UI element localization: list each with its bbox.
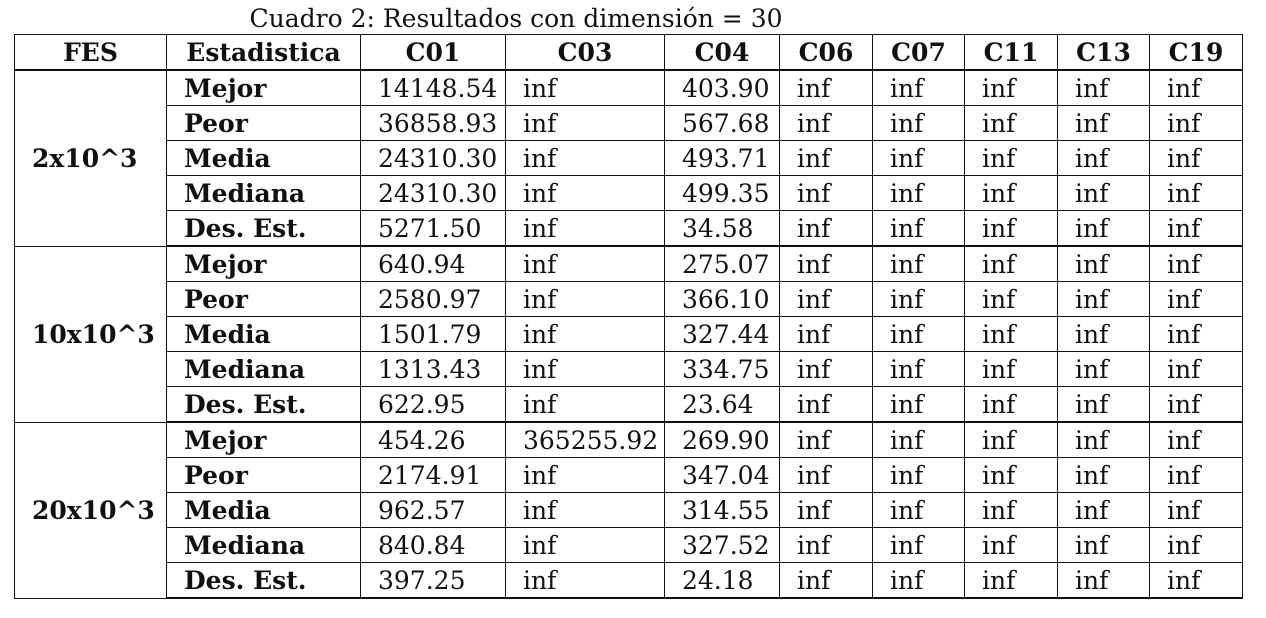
value-cell-c03: inf — [506, 528, 665, 563]
statistic-label: Mejor — [167, 246, 361, 282]
value-cell-c11: inf — [965, 106, 1058, 141]
value-cell-c03: inf — [506, 246, 665, 282]
value-cell-c13: inf — [1058, 387, 1150, 423]
value-cell-c11: inf — [965, 528, 1058, 563]
header-c13: C13 — [1058, 35, 1150, 71]
value-cell-c04: 493.71 — [665, 141, 780, 176]
header-fes: FES — [15, 35, 167, 71]
value-cell-c11: inf — [965, 493, 1058, 528]
value-cell-c13: inf — [1058, 106, 1150, 141]
value-cell-c19: inf — [1150, 282, 1243, 317]
statistic-label: Peor — [167, 282, 361, 317]
table-row — [15, 141, 1243, 176]
value-cell-c03: inf — [506, 211, 665, 247]
statistic-label: Des. Est. — [167, 563, 361, 599]
value-cell-c04: 334.75 — [665, 352, 780, 387]
value-cell-c19: inf — [1150, 422, 1243, 458]
value-cell-c07: inf — [873, 422, 965, 458]
value-cell-c01: 2580.97 — [361, 282, 506, 317]
fes-group-label: 2x10^3 — [15, 70, 167, 246]
value-cell-c04: 275.07 — [665, 246, 780, 282]
value-cell-c06: inf — [780, 282, 873, 317]
table-row — [15, 458, 1243, 493]
statistic-label: Peor — [167, 106, 361, 141]
value-cell-c06: inf — [780, 493, 873, 528]
table-caption: Cuadro 2: Resultados con dimensión = 30 — [249, 4, 783, 33]
value-cell-c19: inf — [1150, 141, 1243, 176]
table-row — [15, 528, 1243, 563]
table-row — [15, 387, 1243, 423]
value-cell-c01: 840.84 — [361, 528, 506, 563]
value-cell-c04: 366.10 — [665, 282, 780, 317]
value-cell-c11: inf — [965, 141, 1058, 176]
value-cell-c11: inf — [965, 563, 1058, 599]
header-estadistica: Estadistica — [167, 35, 361, 71]
header-c19: C19 — [1150, 35, 1243, 71]
value-cell-c13: inf — [1058, 246, 1150, 282]
value-cell-c04: 567.68 — [665, 106, 780, 141]
value-cell-c03: inf — [506, 458, 665, 493]
value-cell-c19: inf — [1150, 493, 1243, 528]
value-cell-c03: inf — [506, 563, 665, 599]
statistic-label: Media — [167, 493, 361, 528]
value-cell-c03: inf — [506, 493, 665, 528]
value-cell-c19: inf — [1150, 211, 1243, 247]
value-cell-c07: inf — [873, 176, 965, 211]
value-cell-c19: inf — [1150, 387, 1243, 423]
value-cell-c03: inf — [506, 141, 665, 176]
value-cell-c11: inf — [965, 458, 1058, 493]
value-cell-c01: 24310.30 — [361, 176, 506, 211]
value-cell-c13: inf — [1058, 528, 1150, 563]
value-cell-c11: inf — [965, 211, 1058, 247]
table-row — [15, 282, 1243, 317]
value-cell-c06: inf — [780, 317, 873, 352]
value-cell-c06: inf — [780, 528, 873, 563]
value-cell-c03: inf — [506, 176, 665, 211]
table-row — [15, 317, 1243, 352]
table-row — [15, 176, 1243, 211]
value-cell-c11: inf — [965, 422, 1058, 458]
value-cell-c01: 1501.79 — [361, 317, 506, 352]
statistic-label: Des. Est. — [167, 387, 361, 423]
value-cell-c19: inf — [1150, 528, 1243, 563]
value-cell-c11: inf — [965, 352, 1058, 387]
value-cell-c06: inf — [780, 458, 873, 493]
value-cell-c13: inf — [1058, 493, 1150, 528]
value-cell-c07: inf — [873, 317, 965, 352]
value-cell-c11: inf — [965, 176, 1058, 211]
value-cell-c19: inf — [1150, 70, 1243, 106]
table-row — [15, 246, 1243, 282]
value-cell-c13: inf — [1058, 458, 1150, 493]
value-cell-c07: inf — [873, 106, 965, 141]
value-cell-c11: inf — [965, 282, 1058, 317]
value-cell-c13: inf — [1058, 141, 1150, 176]
value-cell-c19: inf — [1150, 176, 1243, 211]
fes-group-label: 10x10^3 — [15, 246, 167, 422]
header-c01: C01 — [361, 35, 506, 71]
value-cell-c04: 314.55 — [665, 493, 780, 528]
value-cell-c04: 327.52 — [665, 528, 780, 563]
value-cell-c19: inf — [1150, 106, 1243, 141]
value-cell-c07: inf — [873, 458, 965, 493]
value-cell-c01: 2174.91 — [361, 458, 506, 493]
value-cell-c07: inf — [873, 70, 965, 106]
value-cell-c06: inf — [780, 387, 873, 423]
header-c06: C06 — [780, 35, 873, 71]
value-cell-c06: inf — [780, 246, 873, 282]
value-cell-c19: inf — [1150, 317, 1243, 352]
table-row — [15, 493, 1243, 528]
value-cell-c07: inf — [873, 493, 965, 528]
value-cell-c01: 14148.54 — [361, 70, 506, 106]
value-cell-c03: inf — [506, 282, 665, 317]
value-cell-c13: inf — [1058, 317, 1150, 352]
value-cell-c07: inf — [873, 563, 965, 599]
value-cell-c13: inf — [1058, 352, 1150, 387]
value-cell-c04: 24.18 — [665, 563, 780, 599]
value-cell-c07: inf — [873, 211, 965, 247]
value-cell-c07: inf — [873, 352, 965, 387]
statistic-label: Media — [167, 317, 361, 352]
value-cell-c04: 23.64 — [665, 387, 780, 423]
statistic-label: Mediana — [167, 528, 361, 563]
value-cell-c01: 962.57 — [361, 493, 506, 528]
value-cell-c11: inf — [965, 70, 1058, 106]
value-cell-c06: inf — [780, 352, 873, 387]
value-cell-c03: inf — [506, 106, 665, 141]
value-cell-c13: inf — [1058, 282, 1150, 317]
header-c04: C04 — [665, 35, 780, 71]
fes-group-label: 20x10^3 — [15, 422, 167, 598]
value-cell-c19: inf — [1150, 352, 1243, 387]
value-cell-c01: 454.26 — [361, 422, 506, 458]
value-cell-c07: inf — [873, 528, 965, 563]
value-cell-c06: inf — [780, 422, 873, 458]
value-cell-c13: inf — [1058, 176, 1150, 211]
value-cell-c07: inf — [873, 387, 965, 423]
value-cell-c04: 403.90 — [665, 70, 780, 106]
header-row — [15, 35, 1243, 71]
value-cell-c13: inf — [1058, 211, 1150, 247]
value-cell-c04: 34.58 — [665, 211, 780, 247]
statistic-label: Mejor — [167, 422, 361, 458]
value-cell-c01: 36858.93 — [361, 106, 506, 141]
table-row — [15, 106, 1243, 141]
table-row — [15, 352, 1243, 387]
header-c03: C03 — [506, 35, 665, 71]
value-cell-c19: inf — [1150, 563, 1243, 599]
value-cell-c01: 397.25 — [361, 563, 506, 599]
value-cell-c07: inf — [873, 282, 965, 317]
table-row — [15, 70, 1243, 106]
value-cell-c04: 347.04 — [665, 458, 780, 493]
value-cell-c03: 365255.92 — [506, 422, 665, 458]
table-row — [15, 563, 1243, 599]
value-cell-c11: inf — [965, 246, 1058, 282]
value-cell-c11: inf — [965, 387, 1058, 423]
value-cell-c01: 622.95 — [361, 387, 506, 423]
statistic-label: Des. Est. — [167, 211, 361, 247]
value-cell-c01: 1313.43 — [361, 352, 506, 387]
value-cell-c06: inf — [780, 70, 873, 106]
value-cell-c13: inf — [1058, 70, 1150, 106]
statistic-label: Mediana — [167, 176, 361, 211]
value-cell-c06: inf — [780, 106, 873, 141]
value-cell-c19: inf — [1150, 458, 1243, 493]
value-cell-c03: inf — [506, 70, 665, 106]
value-cell-c07: inf — [873, 141, 965, 176]
statistic-label: Peor — [167, 458, 361, 493]
value-cell-c06: inf — [780, 176, 873, 211]
table-body — [15, 70, 1243, 598]
value-cell-c06: inf — [780, 211, 873, 247]
value-cell-c03: inf — [506, 387, 665, 423]
value-cell-c01: 24310.30 — [361, 141, 506, 176]
value-cell-c13: inf — [1058, 563, 1150, 599]
value-cell-c03: inf — [506, 352, 665, 387]
value-cell-c06: inf — [780, 563, 873, 599]
value-cell-c07: inf — [873, 246, 965, 282]
value-cell-c01: 5271.50 — [361, 211, 506, 247]
value-cell-c11: inf — [965, 317, 1058, 352]
statistic-label: Mediana — [167, 352, 361, 387]
results-table — [14, 34, 1243, 599]
statistic-label: Mejor — [167, 70, 361, 106]
value-cell-c06: inf — [780, 141, 873, 176]
table-row — [15, 211, 1243, 247]
header-c07: C07 — [873, 35, 965, 71]
value-cell-c01: 640.94 — [361, 246, 506, 282]
value-cell-c19: inf — [1150, 246, 1243, 282]
value-cell-c13: inf — [1058, 422, 1150, 458]
value-cell-c03: inf — [506, 317, 665, 352]
header-c11: C11 — [965, 35, 1058, 71]
table-row — [15, 422, 1243, 458]
statistic-label: Media — [167, 141, 361, 176]
value-cell-c04: 269.90 — [665, 422, 780, 458]
value-cell-c04: 499.35 — [665, 176, 780, 211]
value-cell-c04: 327.44 — [665, 317, 780, 352]
